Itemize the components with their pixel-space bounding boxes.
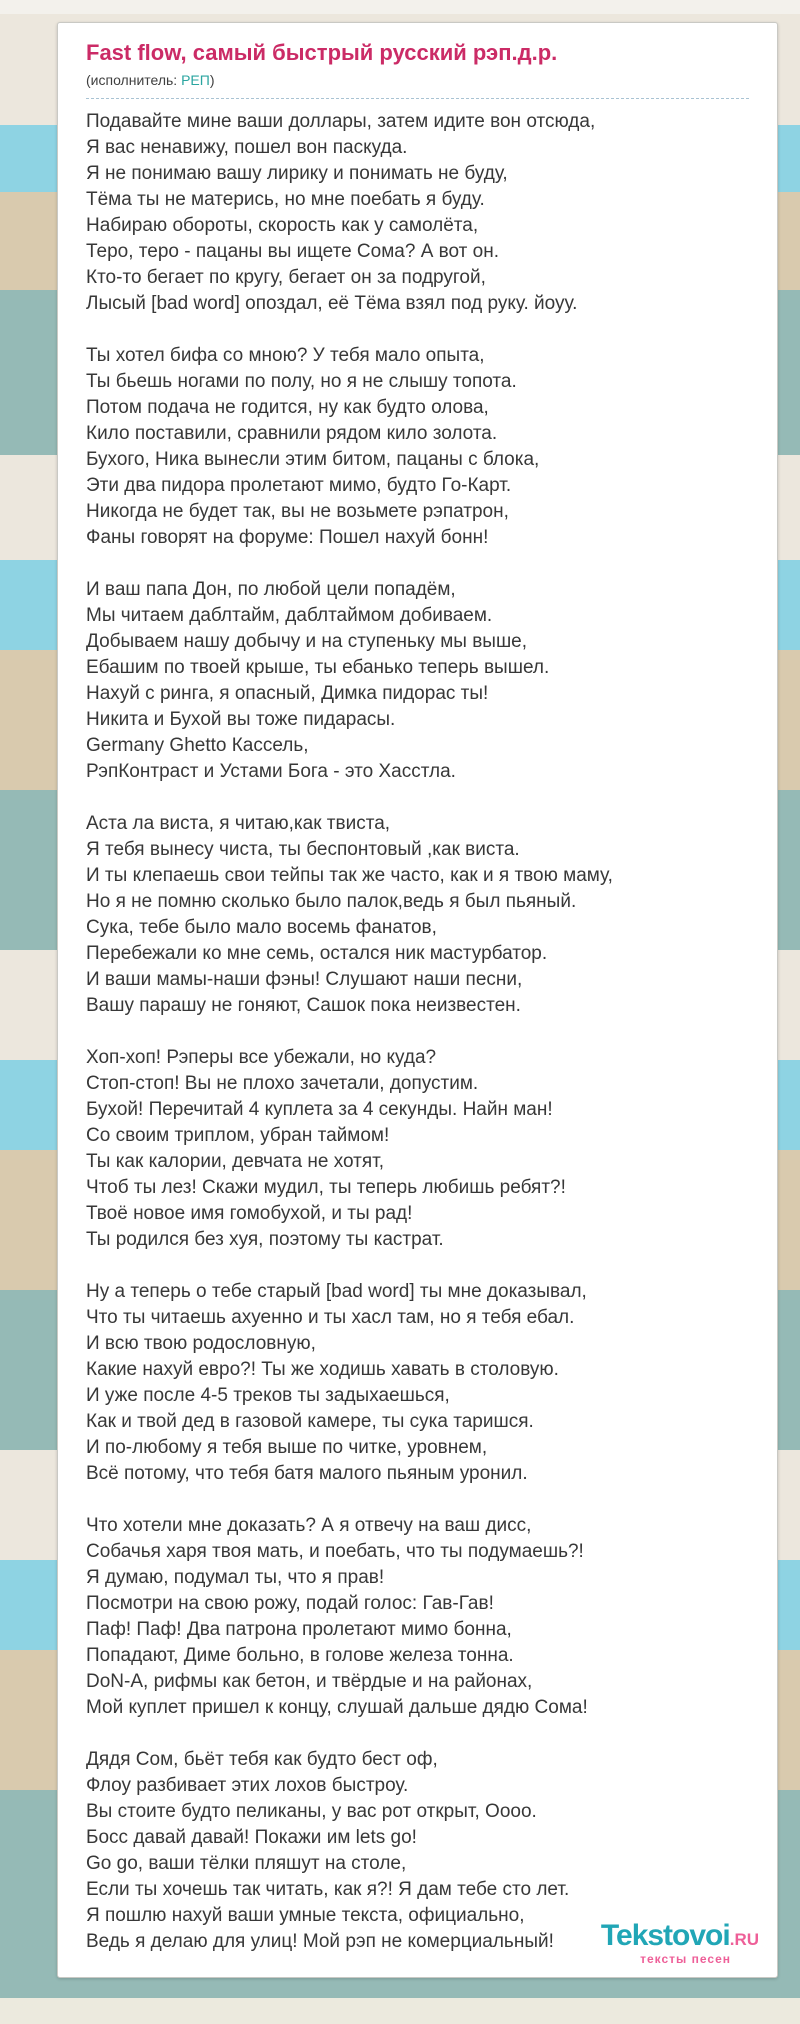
artist-suffix: ) — [209, 72, 215, 88]
site-logo[interactable] — [601, 1921, 759, 1965]
site-logo-wordmark — [601, 1921, 759, 1951]
dashed-divider — [86, 98, 749, 99]
site-logo-tagline: тексты песен — [640, 1952, 731, 1966]
site-logo-tld: .RU — [729, 1930, 759, 1949]
lyrics-stanza: Ты хотел бифа со мною? У тебя мало опыта, Ты бьешь ногами по полу, но я не слышу топота. Потом подача не годится, ну как будто олова, Кило поставили, сравнили рядом кило золота. Бухого, Ника вынесли этим битом, пацаны с блока, Эти два пидора пролетают мимо, будто Го-Карт. Никогда не будет так, вы не возьмете рэпатрон, Фаны говорят на форуме: Пошел нахуй бонн! — [86, 345, 540, 548]
lyrics-card — [57, 22, 778, 1978]
page-title: Fast flow, самый быстрый русский рэп.д.р. — [86, 40, 558, 65]
lyrics-stanza: Ну а теперь о тебе старый [bad word] ты мне доказывал, Что ты читаешь ахуенно и ты хасл там, но я тебя ебал. И всю твою родословную, Какие нахуй евро?! Ты же ходишь хавать в столовую. И уже после 4-5 треков ты задыхаешься, Как и твой дед в газовой камере, ты сука таришся. И по-любому я тебя выше по читке, уровнем, Всё потому, что тебя батя малого пьяным уронил. — [86, 1281, 587, 1484]
lyrics-stanza: Подавайте мине ваши доллары, затем идите вон отсюда, Я вас ненавижу, пошел вон паскуда. Я не понимаю вашу лирику и понимать не буду, Тёма ты не матерись, но мне поебать я буду. Набираю обороты, скорость как у самолёта, Теро, теро - пацаны вы ищете Сома? А вот он. Кто-то бегает по кругу, бегает он за подругой, Лысый [bad word] опоздал, её Тёма взял под руку. йоуу. — [86, 111, 596, 314]
lyrics-stanza: Хоп-хоп! Рэперы все убежали, но куда? Стоп-стоп! Вы не плохо зачетали, допустим. Бухой! Перечитай 4 куплета за 4 секунды. Найн ман! Со своим триплом, убран таймом! Ты как калории, девчата не хотят, Чтоб ты лез! Скажи мудил, ты теперь любишь ребят?! Твоё новое имя гомобухой, и ты рад! Ты родился без хуя, поэтому ты кастрат. — [86, 1047, 566, 1250]
lyrics-stanza: Что хотели мне доказать? А я отвечу на ваш дисс, Собачья харя твоя мать, и поебать, что ты подумаешь?! Я думаю, подумал ты, что я прав! Посмотри на свою рожу, подай голос: Гав-Гав! Паф! Паф! Два патрона пролетают мимо бонна, Попадают, Диме больно, в голове железа тонна. DoN-A, рифмы как бетон, и твёрдые и на районах, Мой куплет пришел к концу, слушай дальше дядю Сома! — [86, 1515, 588, 1718]
lyrics-stanza: И ваш папа Дон, по любой цели попадём, Мы читаем даблтайм, даблтаймом добиваем. Добываем нашу добычу и на ступеньку мы выше, Ебашим по твоей крыше, ты ебанько теперь вышел. Нахуй с ринга, я опасный, Димка пидорас ты! Никита и Бухой вы тоже пидарасы. Germany Ghetto Кассель, РэпКонтраст и Устами Бога - это Хасстла. — [86, 579, 550, 782]
artist-prefix: (исполнитель: — [86, 72, 182, 88]
site-logo-brand: Tekstovoi — [600, 1919, 730, 1952]
artist-line — [86, 71, 749, 89]
lyrics-stanza: Дядя Сом, бьёт тебя как будто бест оф, Флоу разбивает этих лохов быстроу. Вы стоите будто пеликаны, у вас рот открыт, Оооо. Босс давай давай! Покажи им lets go! Go go, ваши тёлки пляшут на столе, Если ты хочешь так читать, как я?! Я дам тебе сто лет. Я пошлю нахуй ваши умные текста, официально, Ведь я делаю для улиц! Мой рэп не комерциальный! — [86, 1749, 570, 1952]
artist-link[interactable]: РЕП — [181, 72, 210, 88]
lyrics-text — [86, 109, 749, 1955]
lyrics-stanza: Аста ла виста, я читаю,как твиста, Я тебя вынесу чиста, ты беспонтовый ,как виста. И ты клепаешь свои тейпы так же часто, как и я твою маму, Но я не помню сколько было палок,ведь я был пьяный. Сука, тебе было мало восемь фанатов, Перебежали ко мне семь, остался ник мастурбатор. И ваши мамы-наши фэны! Слушают наши песни, Вашу парашу не гоняют, Сашок пока неизвестен. — [86, 813, 613, 1016]
